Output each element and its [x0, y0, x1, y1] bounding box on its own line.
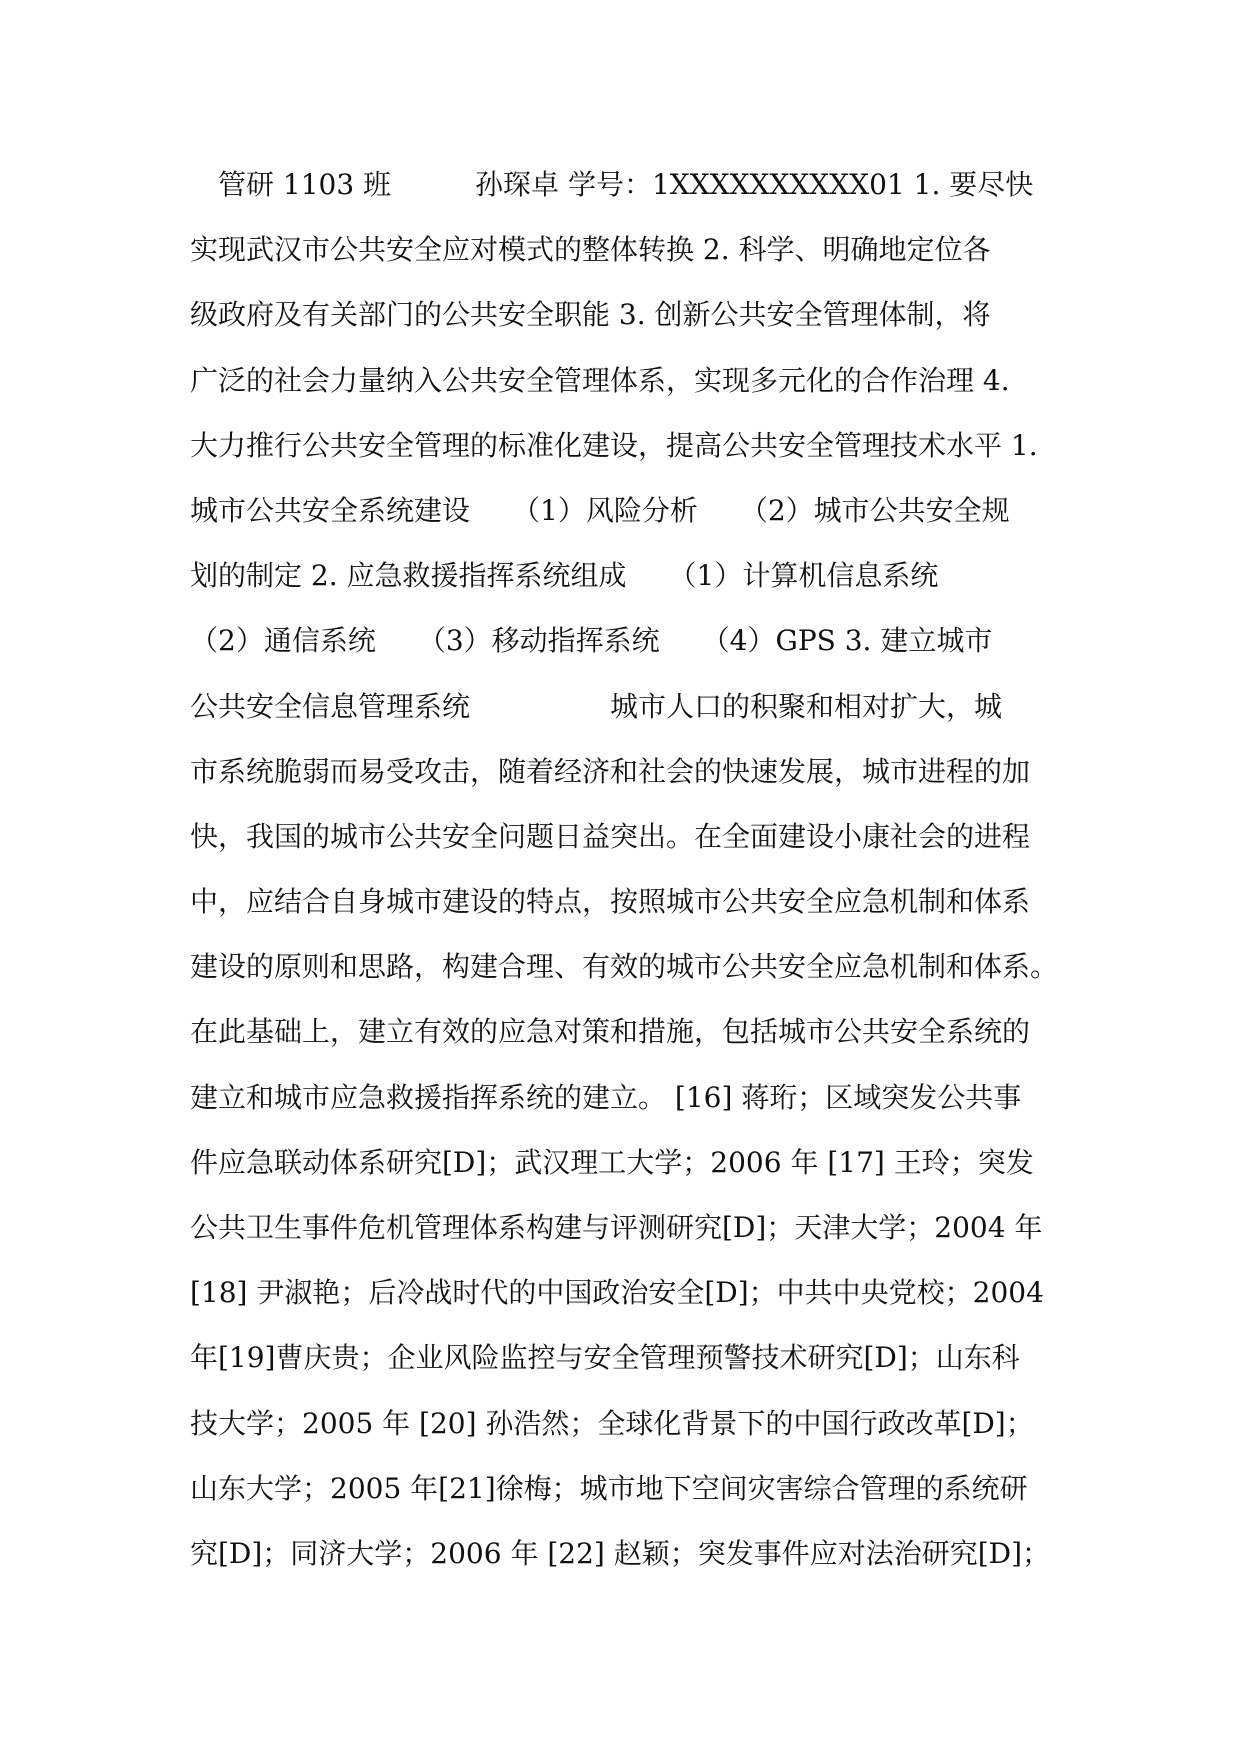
- text-line: 广泛的社会力量纳入公共安全管理体系，实现多元化的合作治理 4.: [190, 363, 1010, 397]
- text-line: 山东大学；2005 年[21]徐梅；城市地下空间灾害综合管理的系统研: [190, 1471, 1028, 1505]
- text-line: 建设的原则和思路，构建合理、有效的城市公共安全应急机制和体系。: [190, 950, 1059, 984]
- text-line: 技大学；2005 年 [20] 孙浩然；全球化背景下的中国行政改革[D]；: [190, 1406, 1034, 1440]
- text-line: 公共安全信息管理系统 城市人口的积聚和相对扩大，城: [190, 689, 1003, 723]
- text-line: 公共卫生事件危机管理体系构建与评测研究[D]；天津大学；2004 年: [190, 1211, 1043, 1244]
- text-line: 件应急联动体系研究[D]；武汉理工大学；2006 年 [17] 王玲；突发: [190, 1145, 1034, 1179]
- text-line: 建立和城市应急救援指挥系统的建立。 [16] 蒋珩；区域突发公共事: [190, 1080, 1022, 1114]
- text-line: 市系统脆弱而易受攻击，随着经济和社会的快速发展，城市进程的加: [190, 754, 1031, 788]
- text-line: 究[D]；同济大学；2006 年 [22] 赵颖；突发事件应对法治研究[D]；: [190, 1536, 1051, 1570]
- text-line: 快，我国的城市公共安全问题日益突出。在全面建设小康社会的进程: [190, 819, 1031, 853]
- text-line: 级政府及有关部门的公共安全职能 3. 创新公共安全管理体制，将: [190, 298, 991, 332]
- text-line: 在此基础上，建立有效的应急对策和措施，包括城市公共安全系统的: [190, 1015, 1031, 1049]
- text-line: 实现武汉市公共安全应对模式的整体转换 2. 科学、明确地定位各: [190, 233, 991, 267]
- body-text: [190, 152, 1060, 1586]
- text-line: 城市公共安全系统建设 （1）风险分析 （2）城市公共安全规: [190, 493, 1010, 527]
- text-line: 管研 1103 班 孙琛卓 学号：1XXXXXXXXXX01 1. 要尽快: [190, 168, 1034, 201]
- text-line: 划的制定 2. 应急救援指挥系统组成 （1）计算机信息系统: [190, 559, 939, 593]
- text-line: 年[19]曹庆贵；企业风险监控与安全管理预警技术研究[D]；山东科: [190, 1341, 1020, 1375]
- text-line: 大力推行公共安全管理的标准化建设，提高公共安全管理技术水平 1.: [190, 428, 1038, 462]
- text-line: 中，应结合自身城市建设的特点，按照城市公共安全应急机制和体系: [190, 885, 1031, 919]
- text-line: （2）通信系统 （3）移动指挥系统 （4）GPS 3. 建立城市: [190, 624, 993, 658]
- text-line: [18] 尹淑艳；后冷战时代的中国政治安全[D]；中共中央党校；2004: [190, 1276, 1044, 1310]
